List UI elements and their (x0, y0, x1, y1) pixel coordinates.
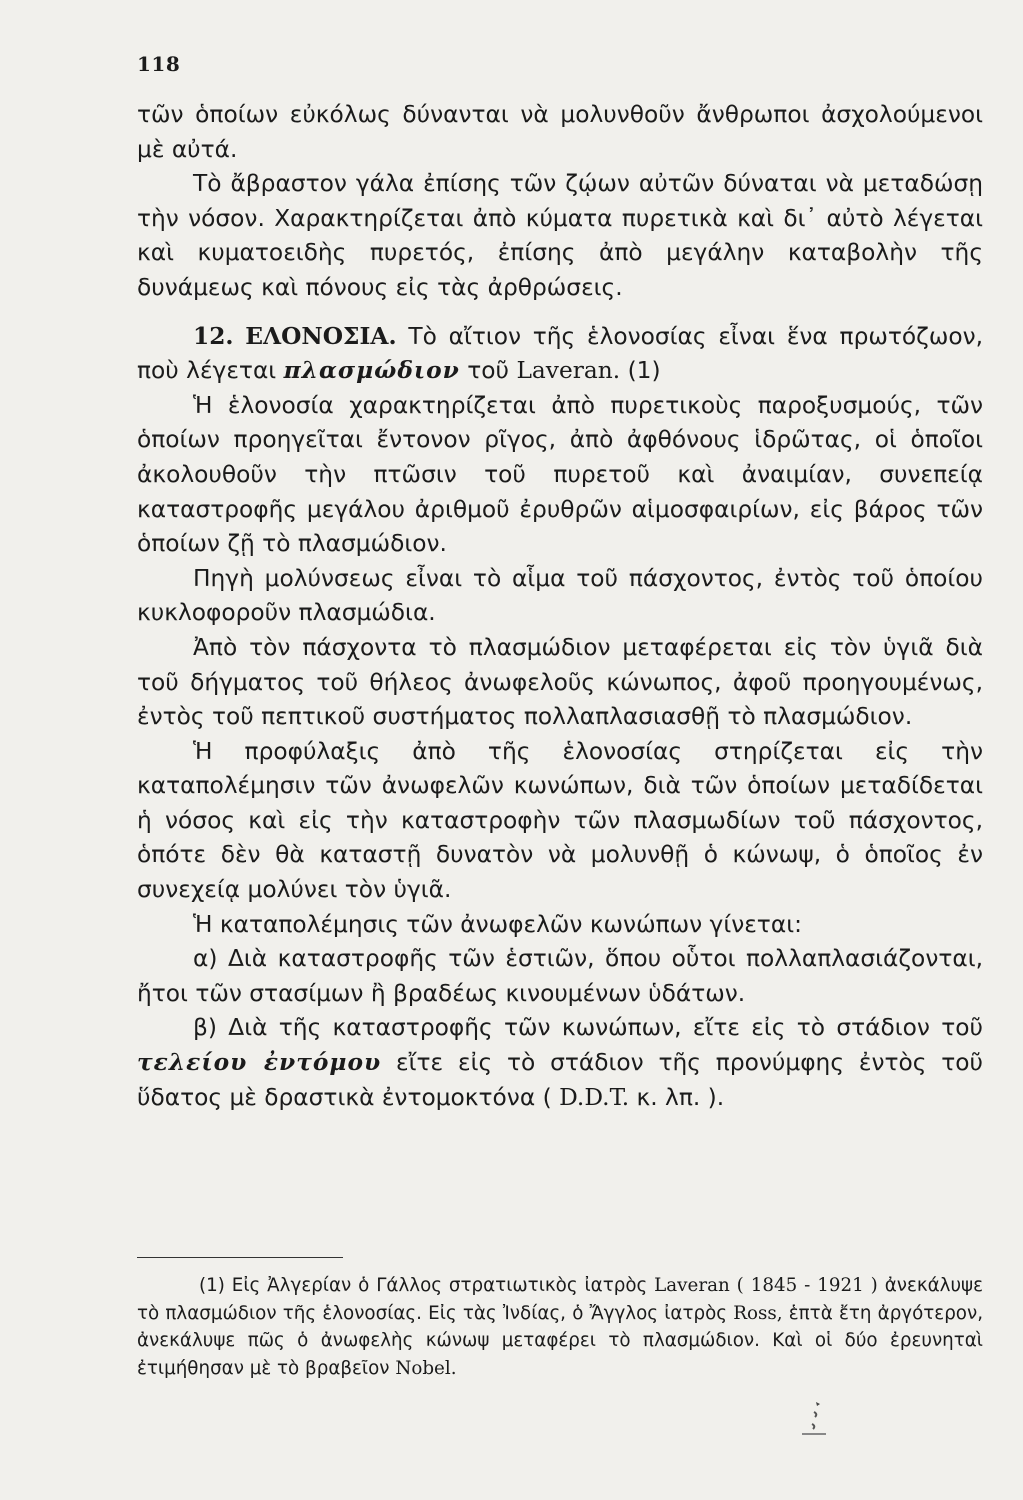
footnote (137, 1272, 983, 1382)
footnote-reference: (1) (627, 357, 661, 385)
list-item-a: α) Διὰ καταστροφῆς τῶν ἑστιῶν, ὅπου οὗτοι πολλαπλασιάζονται, ἤτοι τῶν στασίμων ἢ βραδέως κινουμένων ὑδάτων. (137, 945, 983, 1007)
footnote-name-nobel: Nobel. (395, 1357, 457, 1379)
paragraph-1: τῶν ὁποίων εὐκόλως δύνανται νὰ μολυνθοῦν ἄνθρωποι ἀσχολούμενοι μὲ αὐτά. (137, 101, 983, 163)
list-item-b (137, 1011, 983, 1115)
abbr-ddt: D.D.T. (559, 1083, 630, 1111)
paragraph-8: Ἡ καταπολέμησις τῶν ἀνωφελῶν κωνώπων γίνεται: (193, 910, 802, 938)
section-intro-text: Τὸ αἴτιον τῆς ἑλονοσίας εἶναι ἕνα πρωτόζωον, ποὺ λέγεται (137, 322, 983, 385)
footnote-name-ross: Ross, (733, 1302, 783, 1324)
list-item-b-text: β) Διὰ τῆς καταστροφῆς τῶν κωνώπων, εἴτε εἰς τὸ στάδιον τοῦ (193, 1014, 983, 1042)
paragraph-6: Ἀπὸ τὸν πάσχοντα τὸ πλασμώδιον μεταφέρεται εἰς τὸν ὑγιᾶ διὰ τοῦ δήγματος τοῦ θήλεος ἀνωφελοῦς κώνωπος, ἀφοῦ προηγουμένως, ἐντὸς τοῦ πεπτικοῦ συστήματος πολλαπλασιασθῇ τὸ πλασμώδιον. (137, 633, 983, 731)
paragraph-5: Πηγὴ μολύνσεως εἶναι τὸ αἷμα τοῦ πάσχοντος, ἐντὸς τοῦ ὁποίου κυκλοφοροῦν πλασμώδια. (137, 564, 983, 627)
section-title: ΕΛΟΝΟΣΙΑ. (245, 322, 397, 350)
name-laveran: Laveran. (516, 357, 621, 385)
footnote-text-a: (1) Εἰς Ἀλγερίαν ὁ Γάλλος στρατιωτικὸς ἰατρὸς (199, 1275, 648, 1296)
paragraph-7: Ἡ προφύλαξις ἀπὸ τῆς ἑλονοσίας στηρίζεται εἰς τὴν καταπολέμησιν τῶν ἀνωφελῶν κωνώπων, διὰ τῶν ὁποίων μεταδίδεται ἡ νόσος καὶ εἰς τὴν καταστροφὴν τῶν πλασμωδίων τοῦ πάσχοντος, ὁπότε δὲν θὰ καταστῇ δυνατὸν νὰ μολυνθῇ ὁ κώνωψ, ὁ ὁποῖος ἐν συνεχείᾳ μολύνει τὸν ὑγιᾶ. (137, 737, 983, 904)
footnote-text-b: ἀνεκάλυψε τὸ πλασμώδιον τῆς ἑλονοσίας. Εἰς τὰς Ἰνδίας, ὁ Ἄγγλος ἰατρὸς (137, 1275, 983, 1324)
main-text (137, 98, 983, 1115)
term-adult-insect: τελείου ἐντόμου (137, 1049, 382, 1077)
paragraph-2: Τὸ ἄβραστον γάλα ἐπίσης τῶν ζῴων αὐτῶν δύναται νὰ μεταδώσῃ τὴν νόσον. Χαρακτηρίζεται ἀπὸ κύματα πυρετικὰ καὶ δι᾽ αὐτὸ λέγεται καὶ κυματοειδὴς πυρετός, ἐπίσης ἀπὸ μεγάλην καταβολὴν τῆς δυνάμεως καὶ πόνους εἰς τὰς ἀρθρώσεις. (137, 170, 983, 301)
list-item-b-text-2: εἴτε εἰς τὸ στάδιον τῆς προνύμφης ἐντὸς τοῦ ὕδατος μὲ δραστικὰ ἐντομοκτόνα ( (137, 1049, 984, 1111)
section-number: 12. (193, 322, 234, 350)
list-item-b-text-3: κ. λπ. ). (636, 1083, 725, 1111)
paragraph-4: Ἡ ἑλονοσία χαρακτηρίζεται ἀπὸ πυρετικοὺς παροξυσμούς, τῶν ὁποίων προηγεῖται ἔντονον ρῖγος, ἀπὸ ἀφθόνους ἱδρῶτας, οἱ ὁποῖοι ἀκολουθοῦν τὴν πτῶσιν τοῦ πυρετοῦ καὶ ἀναιμίαν, συνεπείᾳ καταστροφῆς μεγάλου ἀριθμοῦ ἐρυθρῶν αἱμοσφαιρίων, εἰς βάρος τῶν ὁποίων ζῇ τὸ πλασμώδιον. (137, 391, 983, 558)
footnote-divider (137, 1257, 343, 1258)
ink-smudge (800, 1398, 830, 1438)
footnote-text (137, 1272, 983, 1382)
term-plasmodium: πλασμώδιον (283, 357, 460, 385)
page-number: 118 (137, 52, 181, 76)
footnote-text-c: ἑπτὰ ἔτη ἀργότερον, ἀνεκάλυψε πῶς ὁ ἀνωφελὴς κώνωψ μεταφέρει τὸ πλασμώδιον. Καὶ οἱ δύο ἐρευνηταὶ ἐτιμήθησαν μὲ τὸ βραβεῖον (137, 1302, 984, 1379)
footnote-years: ( 1845 - 1921 ) (736, 1275, 878, 1296)
footnote-name-laveran: Laveran (654, 1275, 730, 1296)
section-intro-text-2: τοῦ (467, 357, 510, 385)
section-12-paragraph (137, 320, 983, 389)
